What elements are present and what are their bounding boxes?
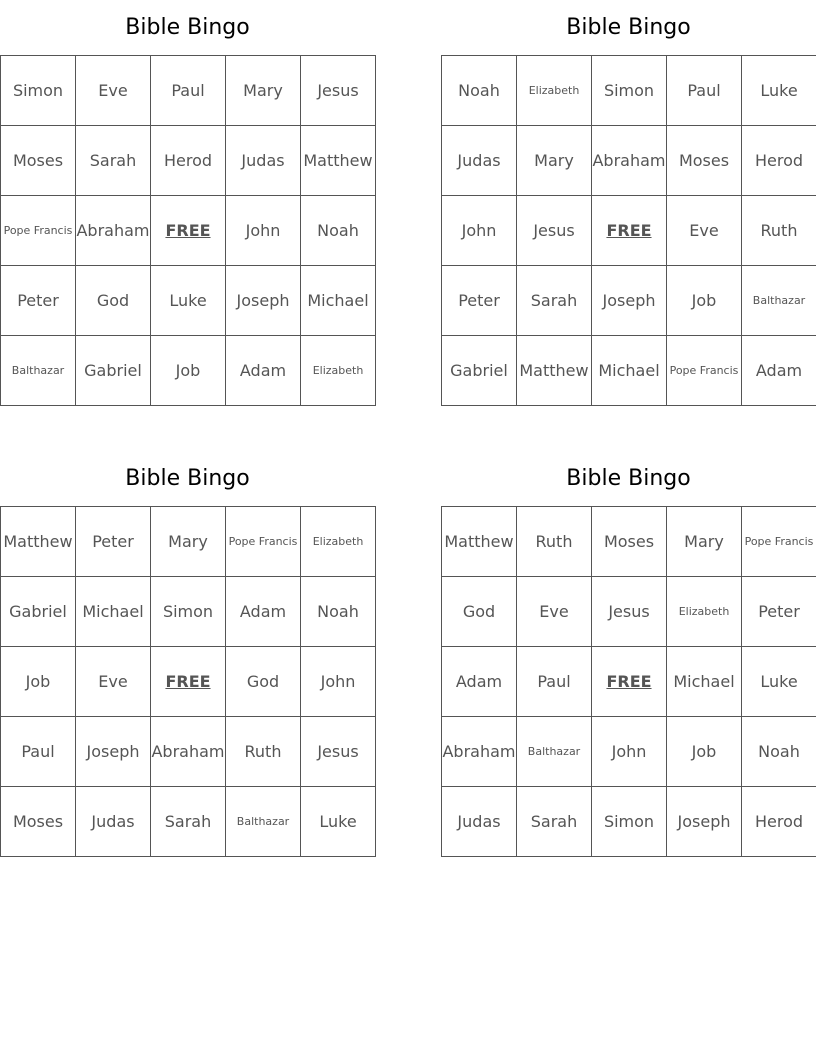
bingo-cell: Peter (742, 577, 816, 647)
bingo-cell: Herod (742, 126, 816, 196)
bingo-row (442, 717, 816, 787)
card-title: Bible Bingo (125, 15, 250, 40)
bingo-cell: Elizabeth (301, 507, 376, 577)
bingo-cell: Noah (301, 577, 376, 647)
bingo-row (442, 647, 816, 717)
bingo-cell: Peter (76, 507, 151, 577)
bingo-cell: Judas (226, 126, 301, 196)
bingo-cell: Ruth (517, 507, 592, 577)
bingo-cell: Luke (151, 266, 226, 336)
bingo-row (1, 507, 376, 577)
bingo-cell: Paul (517, 647, 592, 717)
bingo-grid (441, 506, 816, 857)
bingo-cell: Michael (592, 336, 667, 406)
bingo-cell: Gabriel (1, 577, 76, 647)
bingo-cell: Sarah (517, 787, 592, 857)
bingo-cell: Herod (742, 787, 816, 857)
bingo-cell: Adam (226, 577, 301, 647)
bingo-cell: Elizabeth (301, 336, 376, 406)
bingo-row (1, 336, 376, 406)
bingo-cell: Michael (301, 266, 376, 336)
bingo-cell: Pope Francis (667, 336, 742, 406)
bingo-cell: John (226, 196, 301, 266)
bingo-cell: Joseph (667, 787, 742, 857)
bingo-cell: Mary (226, 56, 301, 126)
bingo-cell: Michael (667, 647, 742, 717)
bingo-cell: Moses (1, 787, 76, 857)
bingo-cell: Jesus (301, 717, 376, 787)
bingo-cell: God (76, 266, 151, 336)
bingo-cell: Herod (151, 126, 226, 196)
bingo-cell: Jesus (592, 577, 667, 647)
bingo-cell: Balthazar (226, 787, 301, 857)
bingo-row (442, 336, 816, 406)
bingo-cell: Matthew (517, 336, 592, 406)
bingo-cell: John (592, 717, 667, 787)
bingo-cell: Paul (667, 56, 742, 126)
bingo-cell: Eve (76, 647, 151, 717)
bingo-card-1 (0, 0, 375, 406)
bingo-cell: Joseph (76, 717, 151, 787)
bingo-cell: Simon (151, 577, 226, 647)
bingo-row (442, 56, 816, 126)
bingo-cell: Noah (301, 196, 376, 266)
bingo-cell: Michael (76, 577, 151, 647)
bingo-cell: Eve (667, 196, 742, 266)
bingo-row (442, 126, 816, 196)
card-title: Bible Bingo (566, 466, 691, 491)
bingo-row (1, 126, 376, 196)
bingo-grid (0, 506, 376, 857)
bingo-cell: Sarah (517, 266, 592, 336)
bingo-cell: Balthazar (517, 717, 592, 787)
bingo-cell: Abraham (151, 717, 226, 787)
bingo-row (1, 56, 376, 126)
bingo-cell: Moses (1, 126, 76, 196)
bingo-cell: Simon (592, 56, 667, 126)
bingo-cell: Noah (442, 56, 517, 126)
bingo-row (1, 717, 376, 787)
bingo-free-cell: FREE (592, 647, 667, 717)
bingo-cell: Job (667, 266, 742, 336)
card-title: Bible Bingo (566, 15, 691, 40)
bingo-cell: Mary (151, 507, 226, 577)
bingo-cell: Luke (301, 787, 376, 857)
bingo-free-cell: FREE (151, 196, 226, 266)
bingo-cell: John (442, 196, 517, 266)
bingo-cell: Adam (742, 336, 816, 406)
bingo-cell: God (226, 647, 301, 717)
bingo-cell: Abraham (442, 717, 517, 787)
bingo-free-cell: FREE (592, 196, 667, 266)
bingo-grid (441, 55, 816, 406)
bingo-cell: Balthazar (742, 266, 816, 336)
bingo-cell: Mary (517, 126, 592, 196)
bingo-cell: Paul (1, 717, 76, 787)
bingo-cell: Moses (667, 126, 742, 196)
bingo-row (1, 787, 376, 857)
bingo-cell: God (442, 577, 517, 647)
bingo-cell: Judas (442, 126, 517, 196)
bingo-cell: Job (151, 336, 226, 406)
bingo-cell: Abraham (76, 196, 151, 266)
bingo-cell: Paul (151, 56, 226, 126)
bingo-cell: Eve (76, 56, 151, 126)
bingo-cell: Sarah (151, 787, 226, 857)
bingo-grid (0, 55, 376, 406)
bingo-row (442, 507, 816, 577)
bingo-cell: John (301, 647, 376, 717)
bingo-cell: Judas (442, 787, 517, 857)
bingo-cell: Jesus (301, 56, 376, 126)
bingo-row (442, 266, 816, 336)
bingo-cell: Luke (742, 647, 816, 717)
bingo-cell: Pope Francis (1, 196, 76, 266)
bingo-cell: Adam (442, 647, 517, 717)
bingo-free-cell: FREE (151, 647, 226, 717)
bingo-row (442, 787, 816, 857)
bingo-cell: Simon (1, 56, 76, 126)
bingo-cell: Luke (742, 56, 816, 126)
bingo-cell: Pope Francis (226, 507, 301, 577)
bingo-card-3 (0, 451, 375, 857)
bingo-cell: Joseph (226, 266, 301, 336)
bingo-cell: Matthew (442, 507, 517, 577)
bingo-cell: Job (1, 647, 76, 717)
bingo-cell: Ruth (742, 196, 816, 266)
bingo-cell: Matthew (301, 126, 376, 196)
bingo-row (442, 577, 816, 647)
bingo-cell: Moses (592, 507, 667, 577)
bingo-cell: Elizabeth (517, 56, 592, 126)
bingo-cell: Jesus (517, 196, 592, 266)
bingo-cell: Abraham (592, 126, 667, 196)
bingo-cell: Judas (76, 787, 151, 857)
bingo-cell: Noah (742, 717, 816, 787)
bingo-cell: Sarah (76, 126, 151, 196)
bingo-row (1, 196, 376, 266)
bingo-cell: Peter (442, 266, 517, 336)
bingo-row (1, 647, 376, 717)
bingo-cell: Peter (1, 266, 76, 336)
bingo-cell: Gabriel (442, 336, 517, 406)
bingo-row (1, 266, 376, 336)
bingo-cell: Matthew (1, 507, 76, 577)
bingo-cell: Mary (667, 507, 742, 577)
bingo-card-2 (441, 0, 816, 406)
bingo-row (442, 196, 816, 266)
bingo-cell: Job (667, 717, 742, 787)
bingo-cell: Ruth (226, 717, 301, 787)
card-title: Bible Bingo (125, 466, 250, 491)
bingo-cell: Balthazar (1, 336, 76, 406)
bingo-cell: Pope Francis (742, 507, 816, 577)
bingo-cell: Gabriel (76, 336, 151, 406)
bingo-cell: Adam (226, 336, 301, 406)
bingo-cell: Elizabeth (667, 577, 742, 647)
bingo-cell: Eve (517, 577, 592, 647)
bingo-row (1, 577, 376, 647)
bingo-cell: Simon (592, 787, 667, 857)
bingo-cell: Joseph (592, 266, 667, 336)
bingo-card-4 (441, 451, 816, 857)
